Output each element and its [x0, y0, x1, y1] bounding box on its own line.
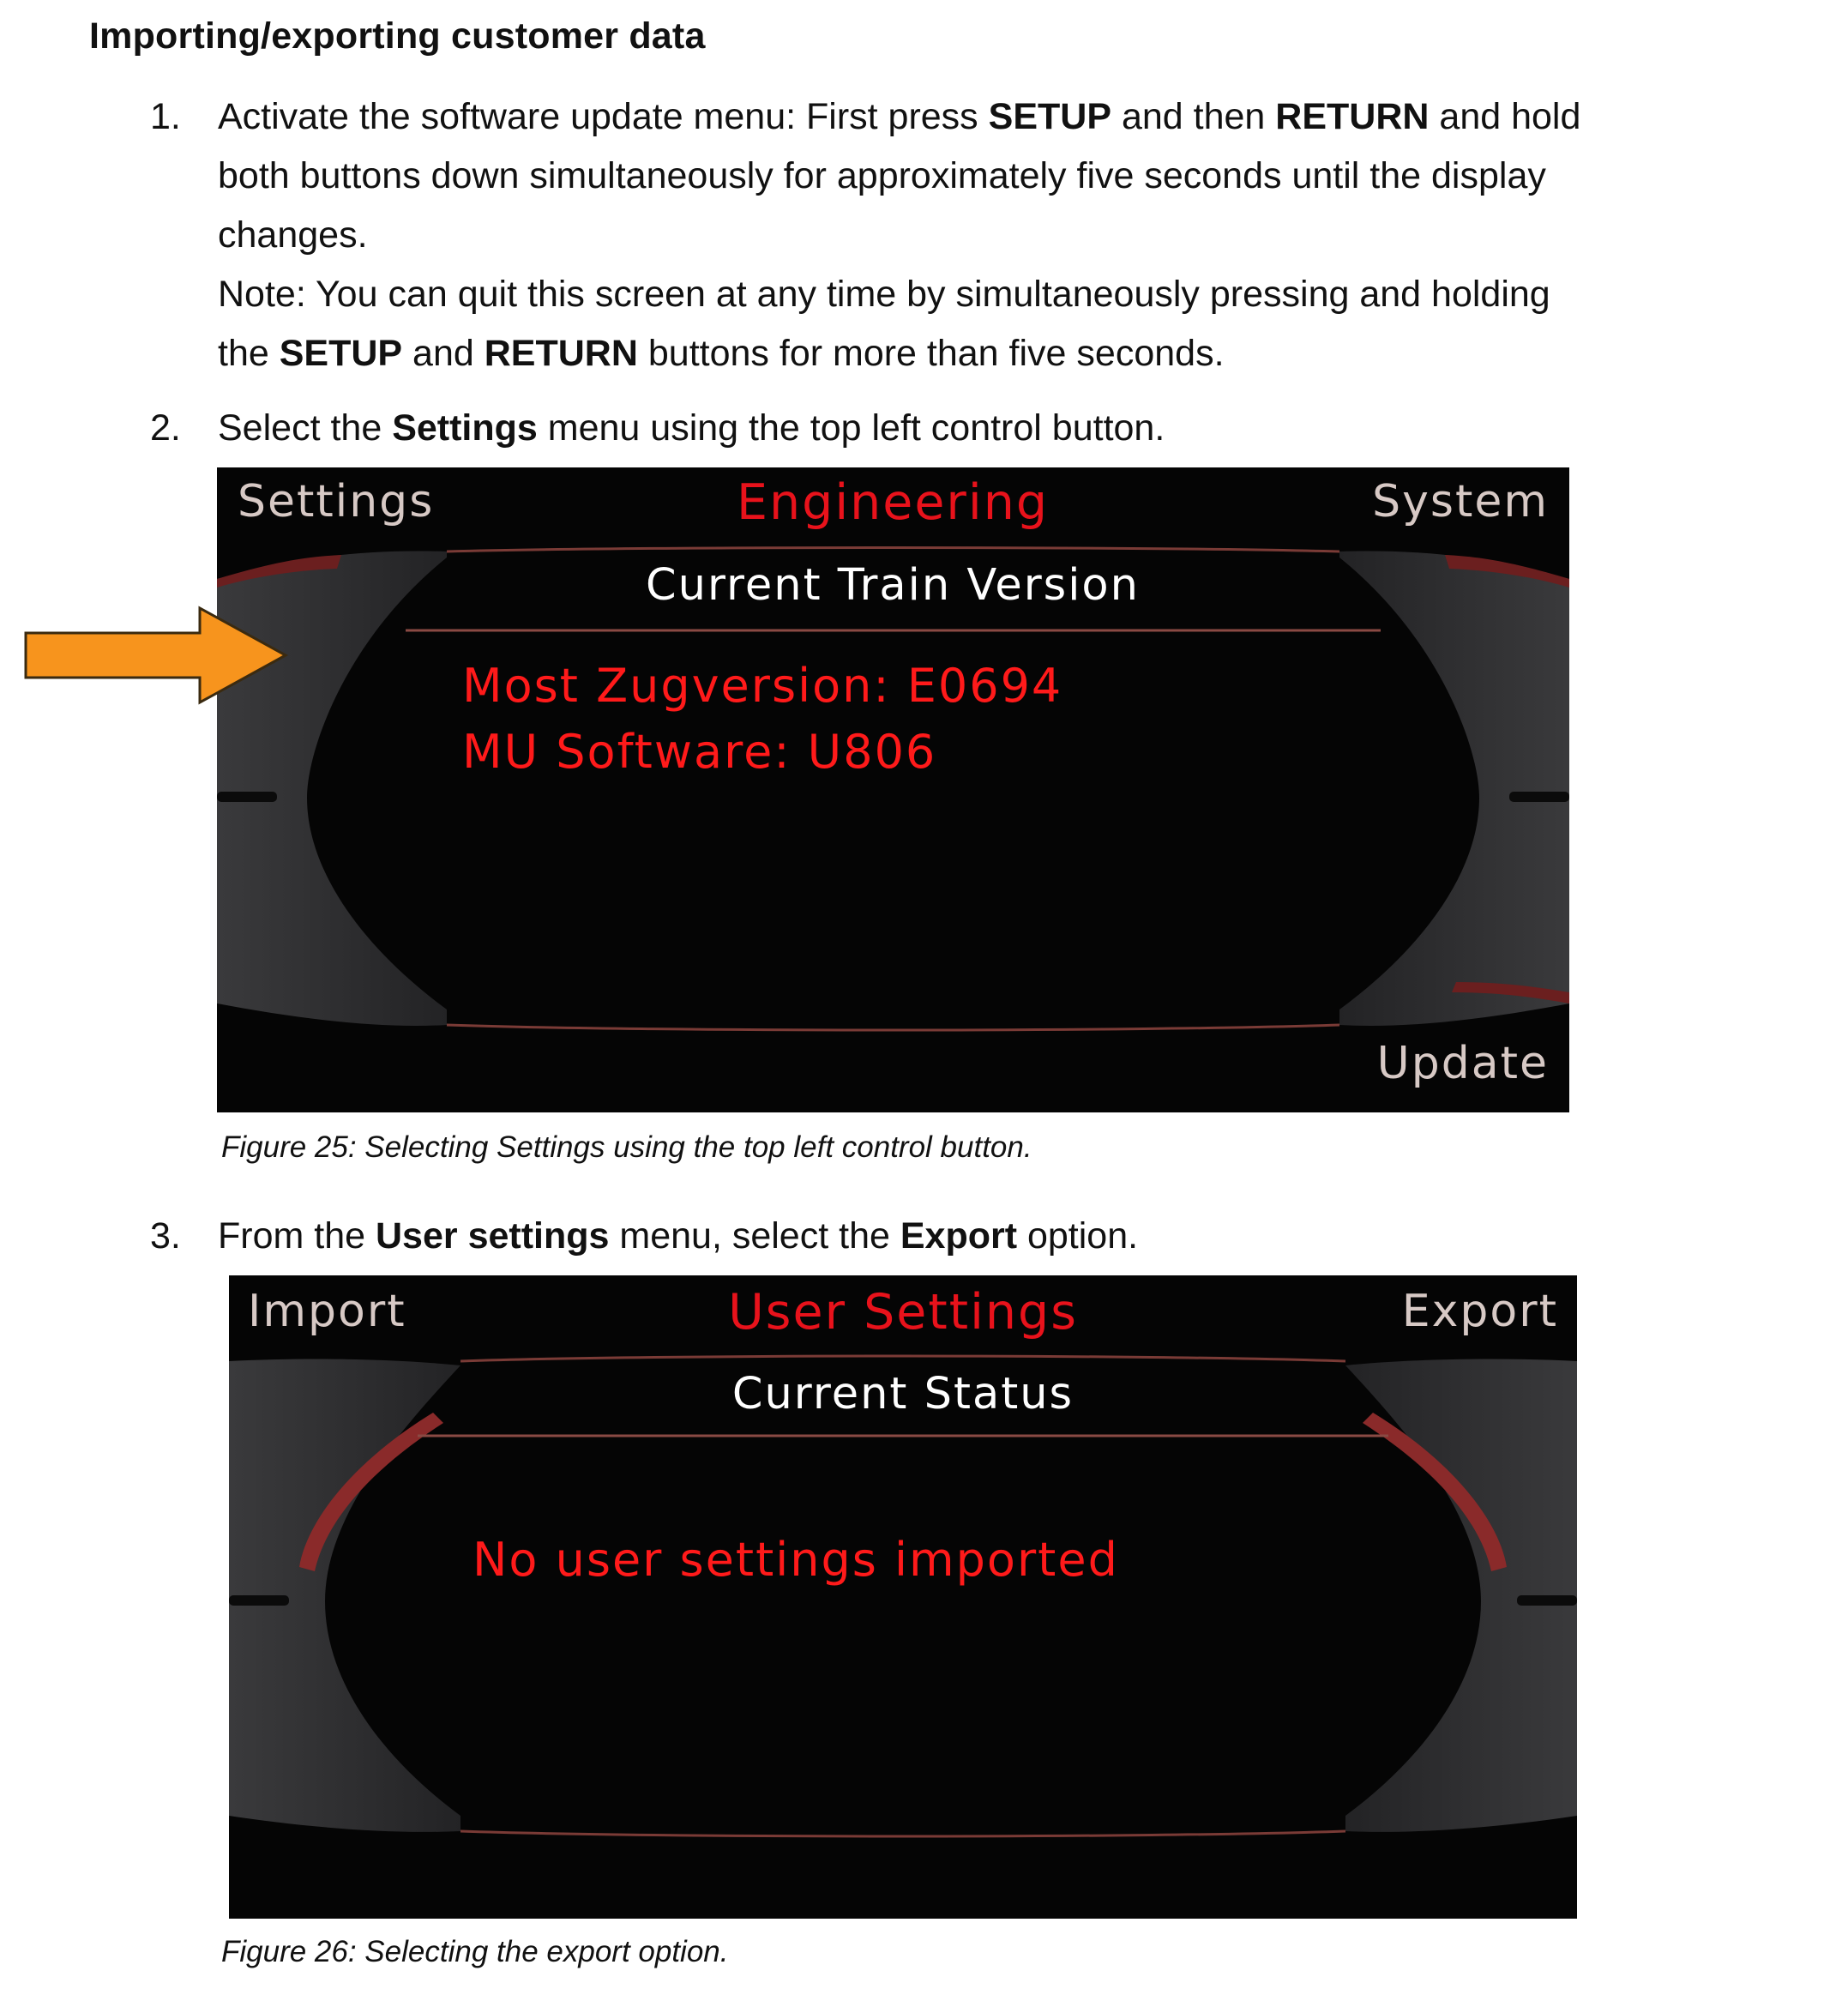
step-number: 1. — [150, 96, 181, 137]
screen-subtitle: Current Status — [731, 1369, 1074, 1419]
text-run: and then — [1111, 96, 1276, 137]
text-run: Activate the software update menu: First press — [218, 96, 989, 137]
bold-term: Export — [900, 1215, 1018, 1257]
screen-title: User Settings — [728, 1284, 1078, 1341]
update-softkey[interactable]: Update — [1376, 1038, 1549, 1089]
bold-term: Settings — [392, 407, 538, 449]
user-settings-screen — [229, 1275, 1577, 1919]
screen-subtitle: Current Train Version — [646, 560, 1140, 611]
bold-term: User settings — [376, 1215, 610, 1257]
text-run: menu, select the — [609, 1215, 900, 1257]
text-run: menu using the top left control button. — [537, 407, 1165, 449]
step-text — [218, 399, 1821, 458]
export-softkey[interactable]: Export — [1401, 1286, 1558, 1337]
text-run: the — [218, 333, 280, 374]
status-message: No user settings imported — [473, 1533, 1119, 1587]
bold-term: RETURN — [484, 333, 638, 374]
text-run: From the — [218, 1215, 376, 1257]
step-line — [218, 1207, 1821, 1266]
step-line — [218, 265, 1821, 324]
text-run: changes. — [218, 214, 368, 256]
screen-title: Engineering — [737, 474, 1049, 531]
step-line — [218, 206, 1821, 265]
step-text — [218, 87, 1821, 383]
arrow-right-icon — [24, 606, 290, 705]
step-number: 3. — [150, 1215, 181, 1257]
section-heading: Importing/exporting customer data — [89, 15, 706, 57]
text-run: both buttons down simultaneously for approximately five seconds until the display — [218, 155, 1546, 196]
text-run: and hold — [1429, 96, 1581, 137]
system-softkey[interactable]: System — [1372, 476, 1549, 527]
import-softkey[interactable]: Import — [248, 1286, 406, 1337]
step-number: 2. — [150, 407, 181, 449]
step-line — [218, 147, 1821, 206]
bold-term: SETUP — [988, 96, 1112, 137]
bold-term: RETURN — [1275, 96, 1430, 137]
bold-term: SETUP — [279, 333, 403, 374]
text-run: and — [402, 333, 485, 374]
step-text — [218, 1207, 1821, 1266]
step-line — [218, 399, 1821, 458]
settings-softkey[interactable]: Settings — [238, 476, 435, 527]
step-line — [218, 87, 1821, 147]
text-run: Select the — [218, 407, 393, 449]
train-version-line: Most Zugversion: E0694 — [462, 659, 1063, 713]
figure-26-caption: Figure 26: Selecting the export option. — [221, 1935, 729, 1968]
text-run: Note: You can quit this screen at any time by simultaneously pressing and holding — [218, 274, 1550, 315]
text-run: buttons for more than five seconds. — [637, 333, 1225, 374]
text-run: option. — [1017, 1215, 1139, 1257]
software-version-line: MU Software: U806 — [462, 725, 937, 779]
step-line — [218, 324, 1821, 383]
engineering-screen — [217, 467, 1569, 1112]
figure-25-caption: Figure 25: Selecting Settings using the top left control button. — [221, 1130, 1032, 1164]
